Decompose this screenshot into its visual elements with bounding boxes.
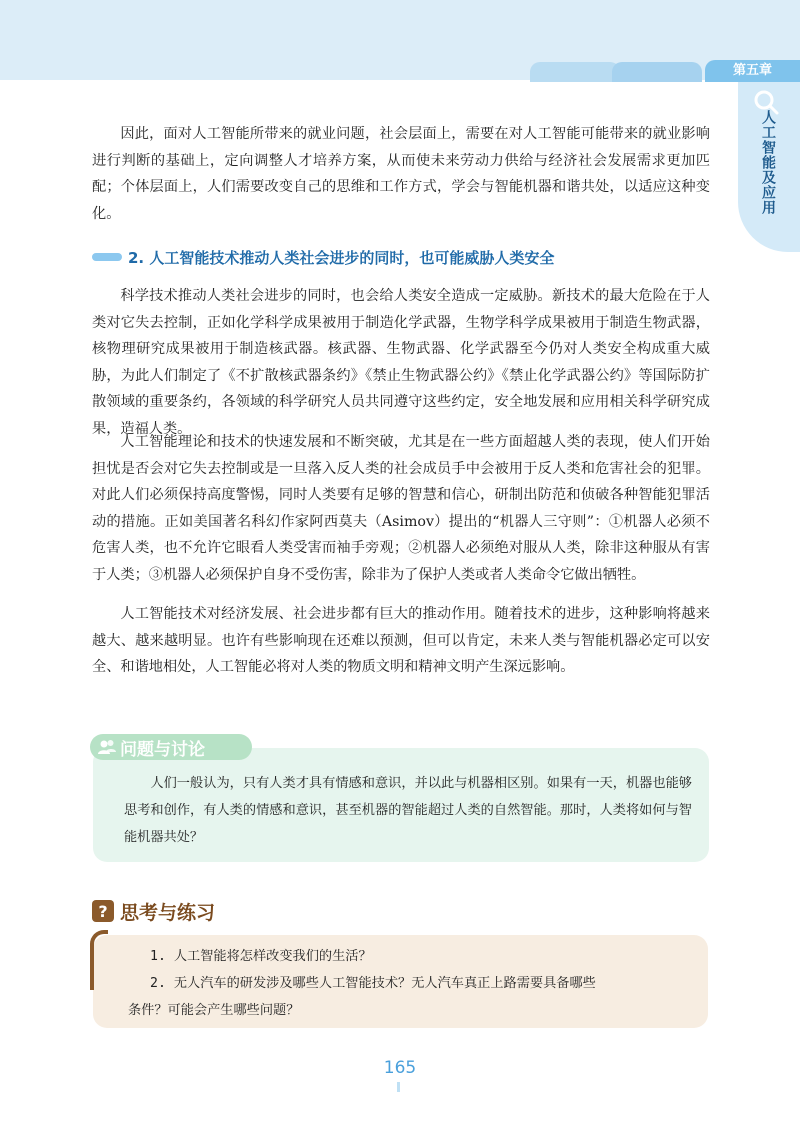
page-marker <box>397 1082 400 1092</box>
side-chapter-title: 人工智能及应用 <box>760 110 776 215</box>
paragraph-ai-impact: 人工智能技术对经济发展、社会进步都有巨大的推动作用。随着技术的进步，这种影响将越来越大、越来越明显。也许有些影响现在还难以预测，但可以肯定，未来人类与智能机器必定可以安全、和谐地相处，人工智能必将对人类的物质文明和精神文明产生深远影响。 <box>92 606 710 675</box>
people-icon <box>97 737 117 757</box>
discussion-title: 问题与讨论 <box>120 739 205 760</box>
chapter-label: 第五章 <box>705 60 800 82</box>
exercise-heading <box>92 898 215 924</box>
header-tab-decoration <box>612 62 702 82</box>
discussion-text: 人们一般认为，只有人类才具有情感和意识，并以此与机器相区别。如果有一天，机器也能够思考和创作，有人类的情感和意识，甚至机器的智能超过人类的自然智能。那时，人类将如何与智能机器共处？ <box>124 776 692 845</box>
list-item: 2. 无人汽车的研发涉及哪些人工智能技术？无人汽车真正上路需要具备哪些 <box>150 976 596 991</box>
paragraph-employment: 因此，面对人工智能所带来的就业问题，社会层面上，需要在对人工智能可能带来的就业影响进行判断的基础上，定向调整人才培养方案，从而使未来劳动力供给与经济社会发展需求更加匹配；个体层面上，人们需要改变自己的思维和工作方式，学会与智能机器和谐共处，以适应这种变化。 <box>92 126 710 222</box>
exercise-list <box>128 943 690 1024</box>
section-bar-icon <box>92 253 122 261</box>
paragraph-security: 科学技术推动人类社会进步的同时，也会给人类安全造成一定威胁。新技术的最大危险在于人类对它失去控制，正如化学科学成果被用于制造化学武器，生物学科学成果被用于制造生物武器，核物理研究成果被用于制造核武器。核武器、生物武器、化学武器至今仍对人类安全构成重大威胁，为此人们制定了《不扩散核武器条约》《禁止生物武器公约》《禁止化学武器公约》等国际防扩散领域的重要条约，各领域的科学研究人员共同遵守这些约定，安全地发展和应用相关科学研究成果，造福人类。 <box>92 288 710 437</box>
paragraph-ai-control: 人工智能理论和技术的快速发展和不断突破，尤其是在一些方面超越人类的表现，使人们开始担忧是否会对它失去控制或是一旦落入反人类的社会成员手中会被用于反人类和危害社会的犯罪。对此人们必须保持高度警惕，同时人类要有足够的智慧和信心，研制出防范和侦破各种智能犯罪活动的措施。正如美国著名科幻作家阿西莫夫（Asimov）提出的“机器人三守则”：①机器人必须不危害人类，也不允许它眼看人类受害而袖手旁观；②机器人必须绝对服从人类，除非这种服从有害于人类；③机器人必须保护自身不受伤害，除非为了保护人类或者人类命令它做出牺牲。 <box>92 434 710 583</box>
section-title: 2. 人工智能技术推动人类社会进步的同时，也可能威胁人类安全 <box>128 248 555 267</box>
exercise-title: 思考与练习 <box>120 901 216 924</box>
list-item: 条件？可能会产生哪些问题？ <box>128 1003 300 1018</box>
question-icon: ? <box>92 900 114 922</box>
header-tab-decoration <box>530 62 620 82</box>
list-item: 1. 人工智能将怎样改变我们的生活？ <box>150 949 372 964</box>
page-number: 165 <box>383 1058 417 1078</box>
exercise-accent <box>90 930 108 990</box>
discussion-label <box>90 734 252 760</box>
section-heading <box>92 244 712 270</box>
